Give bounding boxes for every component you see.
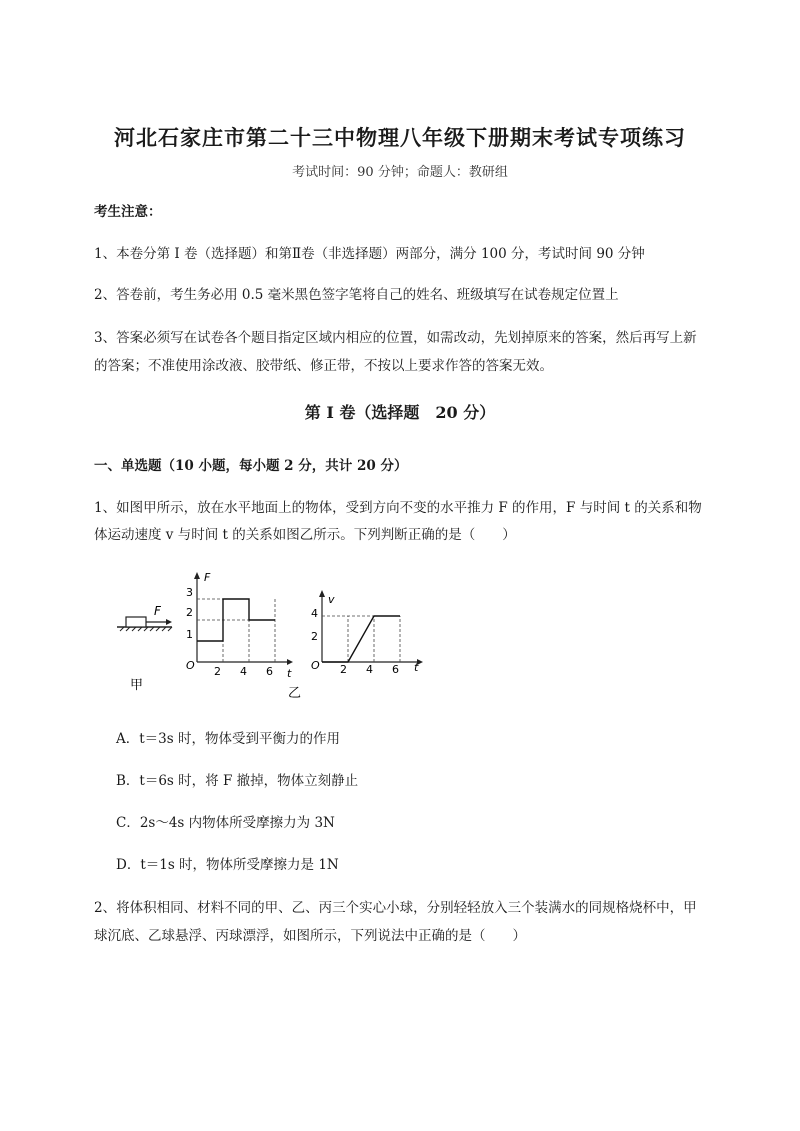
v-t-series-line xyxy=(322,616,400,662)
f-t-tick-6: 6 xyxy=(266,665,273,678)
question-1-figure xyxy=(112,565,432,709)
v-tick-4: 4 xyxy=(311,607,318,620)
notice-item-2: 2、答卷前，考生务必用 0.5 毫米黑色签字笔将自己的姓名、班级填写在试卷规定位置上 xyxy=(94,287,619,303)
f-t-origin: O xyxy=(186,659,195,672)
f-t-axis-label: t xyxy=(287,667,292,680)
question-1-line-2: 体运动速度 v 与时间 t 的关系如图乙所示。下列判断正确的是（ ） xyxy=(94,527,516,543)
figure-svg xyxy=(112,565,432,705)
exam-info: 考试时间：90 分钟；命题人：教研组 xyxy=(292,165,508,180)
block xyxy=(126,617,146,627)
notice-item-1: 1、本卷分第 I 卷（选择题）和第Ⅱ卷（非选择题）两部分，满分 100 分，考试时间 90 分钟 xyxy=(94,246,645,262)
question-2-line-1: 2、将体积相同、材料不同的甲、乙、丙三个实心小球，分别轻轻放入三个装满水的同规格烧杯中，甲 xyxy=(94,900,697,916)
force-arrow-head xyxy=(166,619,172,625)
v-t-tick-4: 4 xyxy=(366,663,373,676)
option-b[interactable]: B．t＝6s 时，将 F 撤掉，物体立刻静止 xyxy=(116,773,359,789)
label-yi: 乙 xyxy=(288,686,302,701)
f-t-tick-2: 2 xyxy=(214,665,221,678)
v-t-graph xyxy=(311,590,423,676)
v-axis-label: v xyxy=(328,593,335,606)
question-1-line-1: 1、如图甲所示，放在水平地面上的物体，受到方向不变的水平推力 F 的作用，F 与时间 t 的关系和物 xyxy=(94,500,702,516)
f-t-graph xyxy=(186,571,293,680)
f-t-tick-4: 4 xyxy=(240,665,247,678)
v-tick-2: 2 xyxy=(311,630,318,643)
f-axis-label: F xyxy=(204,571,211,584)
figure-jia xyxy=(117,604,172,693)
f-t-y-arrow xyxy=(194,572,200,579)
f-tick-1: 1 xyxy=(186,628,193,641)
f-tick-2: 2 xyxy=(186,606,193,619)
v-t-tick-2: 2 xyxy=(340,663,347,676)
option-c[interactable]: C．2s～4s 内物体所受摩擦力为 3N xyxy=(116,815,335,831)
option-d[interactable]: D．t＝1s 时，物体所受摩擦力是 1N xyxy=(116,857,339,873)
option-a[interactable]: A．t＝3s 时，物体受到平衡力的作用 xyxy=(116,731,340,747)
v-t-y-arrow xyxy=(319,590,325,597)
notice-item-3: 3、答案必须写在试卷各个题目指定区域内相应的位置，如需改动，先划掉原来的答案，然后再写上新 xyxy=(94,330,697,346)
part-heading: 一、单选题（10 小题，每小题 2 分，共计 20 分） xyxy=(94,458,408,474)
question-2-line-2: 球沉底、乙球悬浮、丙球漂浮，如图所示，下列说法中正确的是（ ） xyxy=(94,928,526,944)
section-title: 第 I 卷（选择题 20 分） xyxy=(304,403,496,422)
v-t-axis-label: t xyxy=(414,661,419,674)
page-title: 河北石家庄市第二十三中物理八年级下册期末考试专项练习 xyxy=(114,125,686,150)
v-t-origin: O xyxy=(311,659,320,672)
notice-item-3-cont: 的答案；不准使用涂改液、胶带纸、修正带，不按以上要求作答的答案无效。 xyxy=(94,358,553,374)
label-jia: 甲 xyxy=(130,678,144,693)
notice-heading: 考生注意： xyxy=(94,204,162,220)
v-t-tick-6: 6 xyxy=(392,663,399,676)
f-t-x-arrow xyxy=(287,659,293,665)
force-label: F xyxy=(154,604,161,618)
f-tick-3: 3 xyxy=(186,586,193,599)
